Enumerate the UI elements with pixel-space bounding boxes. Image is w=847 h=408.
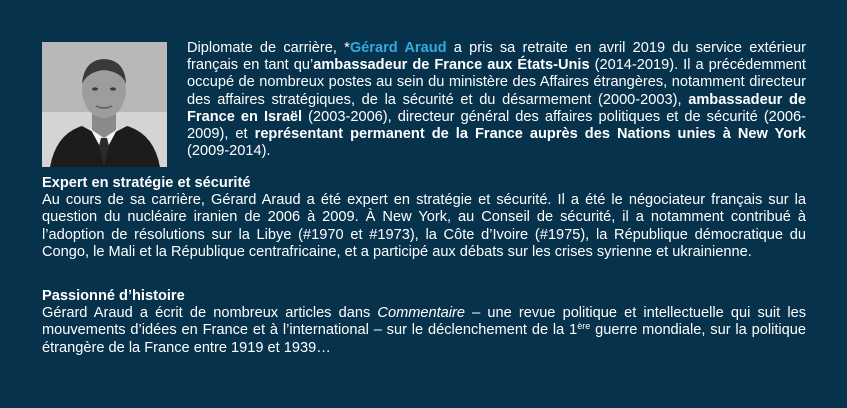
journal-title: Commentaire bbox=[377, 305, 466, 322]
section-history bbox=[42, 288, 806, 357]
intro-text-3: (2014-2019). Il a précédemment occupé de nombreux postes au sein du ministère des Affaires étrangères, notamment directeur des affaires stratégiques, de la sécurité et du désarmement (2000-2003), bbox=[187, 57, 806, 108]
intro-role-1: ambassadeur de France aux États-Unis bbox=[313, 57, 590, 74]
intro-text-1: Diplomate de carrière, * bbox=[187, 40, 350, 56]
section-history-heading: Passionné d’histoire bbox=[42, 288, 185, 304]
portrait-photo bbox=[42, 42, 167, 167]
ordinal-superscript: ère bbox=[577, 321, 591, 332]
person-name: Gérard Araud bbox=[349, 40, 447, 56]
intro-text-2: a pris sa retraite en avril 2019 du service extérieur français en tant qu’ bbox=[187, 40, 806, 74]
intro-role-3: représentant permanent de la France auprès des Nations unies à New York bbox=[254, 126, 806, 143]
bio-intro bbox=[187, 40, 806, 160]
section-strategy bbox=[42, 175, 806, 261]
section-strategy-heading: Expert en stratégie et sécurité bbox=[42, 175, 251, 191]
intro-text-4: (2003-2006), directeur général des affaires politiques et de sécurité (2006-2009), et bbox=[187, 108, 806, 143]
history-text-3: guerre mondiale, sur la politique étrangère de la France entre 1919 et 1939… bbox=[42, 322, 807, 356]
intro-text-5: (2009-2014). bbox=[187, 143, 271, 160]
history-text-2: – une revue politique et intellectuelle qui suit les mouvements d’idées en France et à l’international – sur le déclenchement de la 1 bbox=[42, 305, 806, 339]
history-text-1: Gérard Araud a écrit de nombreux articles dans bbox=[42, 305, 378, 322]
intro-role-2: ambassadeur de France en Israël bbox=[187, 91, 806, 125]
section-history-body bbox=[42, 305, 806, 357]
section-strategy-body: Au cours de sa carrière, Gérard Araud a été expert en stratégie et sécurité. Il a été le négociateur français sur la question du nucléaire iranien de 2006 à 2009. À New York, au Conseil de sécurité, il a notamment contribué à l’adoption de résolutions sur la Libye (#1970 et #1973), la Côte d’Ivoire (#1975), la République démocratique du Congo, le Mali et la République centrafricaine, et a participé aux débats sur les crises syrienne et ukrainienne. bbox=[42, 192, 806, 260]
portrait-illustration bbox=[42, 42, 167, 167]
